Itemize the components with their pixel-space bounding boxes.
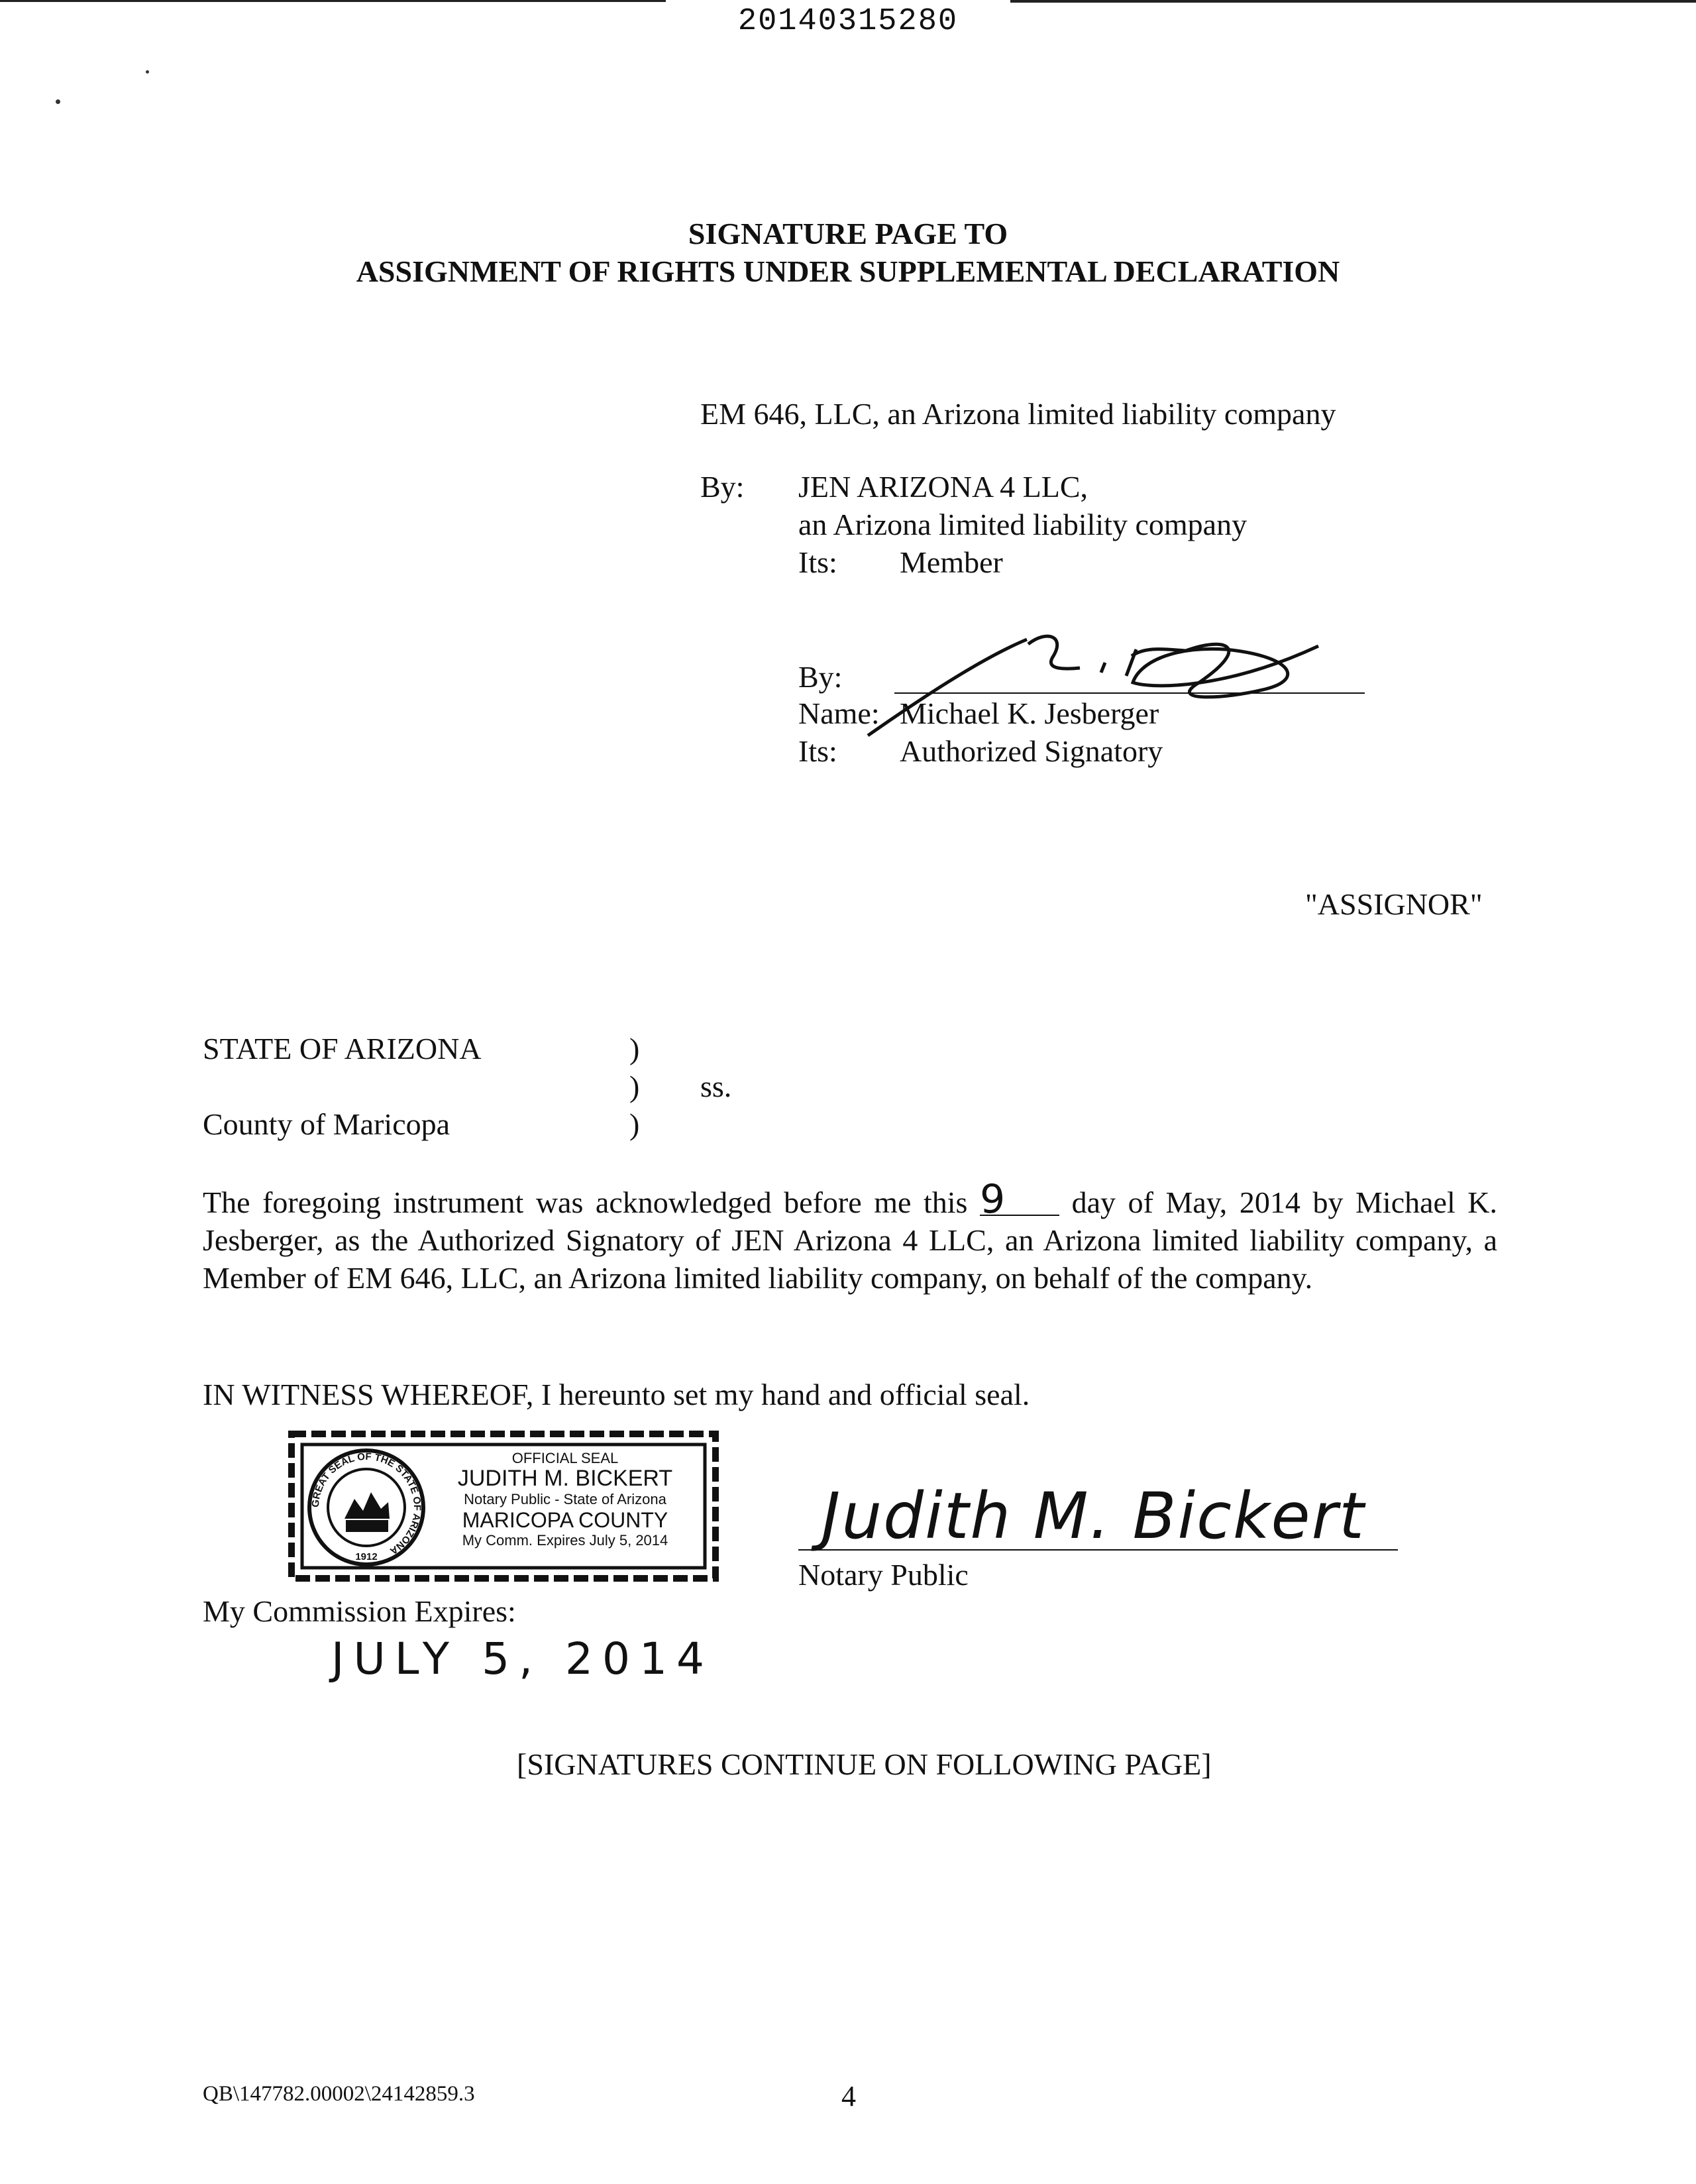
venue-ss: ss. <box>700 1069 732 1103</box>
venue-paren-2: ) <box>629 1069 640 1103</box>
arizona-state-seal-icon <box>305 1446 428 1569</box>
top-rule-left <box>0 0 666 2</box>
title-line-1: SIGNATURE PAGE TO <box>688 217 1008 250</box>
name-label: Name: <box>798 696 880 730</box>
seal-ring-text: GREAT SEAL OF THE STATE OF ARIZONA <box>309 1450 423 1557</box>
seal-line-county: MARICOPA COUNTY <box>462 1508 668 1532</box>
commission-label: My Commission Expires: <box>203 1594 516 1628</box>
seal-year: 1912 <box>355 1551 378 1562</box>
continue-note: [SIGNATURES CONTINUE ON FOLLOWING PAGE] <box>517 1747 1212 1781</box>
title-line-2: ASSIGNMENT OF RIGHTS UNDER SUPPLEMENTAL DECLARATION <box>356 254 1340 288</box>
document-reference: QB\147782.00002\24142859.3 <box>203 2082 475 2106</box>
venue-state: STATE OF ARIZONA <box>203 1032 482 1065</box>
ack-day-handwritten: 9 <box>980 1184 1059 1216</box>
top-rule-right <box>1010 0 1696 3</box>
member-description: an Arizona limited liability company <box>798 508 1247 541</box>
page-number: 4 <box>841 2080 856 2112</box>
witness-clause: IN WITNESS WHEREOF, I hereunto set my hand and official seal. <box>203 1378 1030 1411</box>
venue-paren-3: ) <box>629 1107 640 1141</box>
assignor-entity: EM 646, LLC, an Arizona limited liability company <box>700 397 1336 431</box>
notary-seal <box>284 1426 727 1590</box>
seal-line-expires: My Comm. Expires July 5, 2014 <box>462 1532 668 1549</box>
venue-paren-1: ) <box>629 1032 640 1065</box>
acknowledgment-paragraph <box>203 1176 1498 1297</box>
recording-number: 20140315280 <box>737 4 959 39</box>
scan-speck <box>146 70 149 74</box>
by-label: By: <box>700 470 745 504</box>
its-value: Authorized Signatory <box>900 734 1163 768</box>
notary-signature: Judith M. Bickert <box>822 1479 1365 1553</box>
name-value: Michael K. Jesberger <box>900 696 1159 730</box>
sig-by-label: By: <box>798 660 843 694</box>
venue-county: County of Maricopa <box>203 1107 450 1141</box>
ack-before-day: The foregoing instrument was acknowledged before me this <box>203 1185 968 1219</box>
notary-public-label: Notary Public <box>798 1558 969 1592</box>
seal-line-notary: Notary Public - State of Arizona <box>464 1491 666 1507</box>
member-name: JEN ARIZONA 4 LLC, <box>798 470 1088 504</box>
member-its-label: Its: <box>798 545 837 579</box>
its-label: Its: <box>798 734 837 768</box>
ack-after-day: day of May, 2014 by Michael K. Jesberger, as the Authorized Signatory of JEN Arizona 4 LLC, an Arizona limited liability company, a Member of EM 646, LLC, an Arizona limited liability company, on behalf of the company. <box>203 1185 1498 1295</box>
scan-speck <box>56 99 60 104</box>
seal-line-name: JUDITH M. BICKERT <box>457 1466 673 1491</box>
seal-line-official: OFFICIAL SEAL <box>511 1450 619 1466</box>
commission-date-handwritten: JULY 5, 2014 <box>331 1633 714 1684</box>
member-its-value: Member <box>900 545 1003 579</box>
assignor-role: "ASSIGNOR" <box>1305 887 1483 921</box>
